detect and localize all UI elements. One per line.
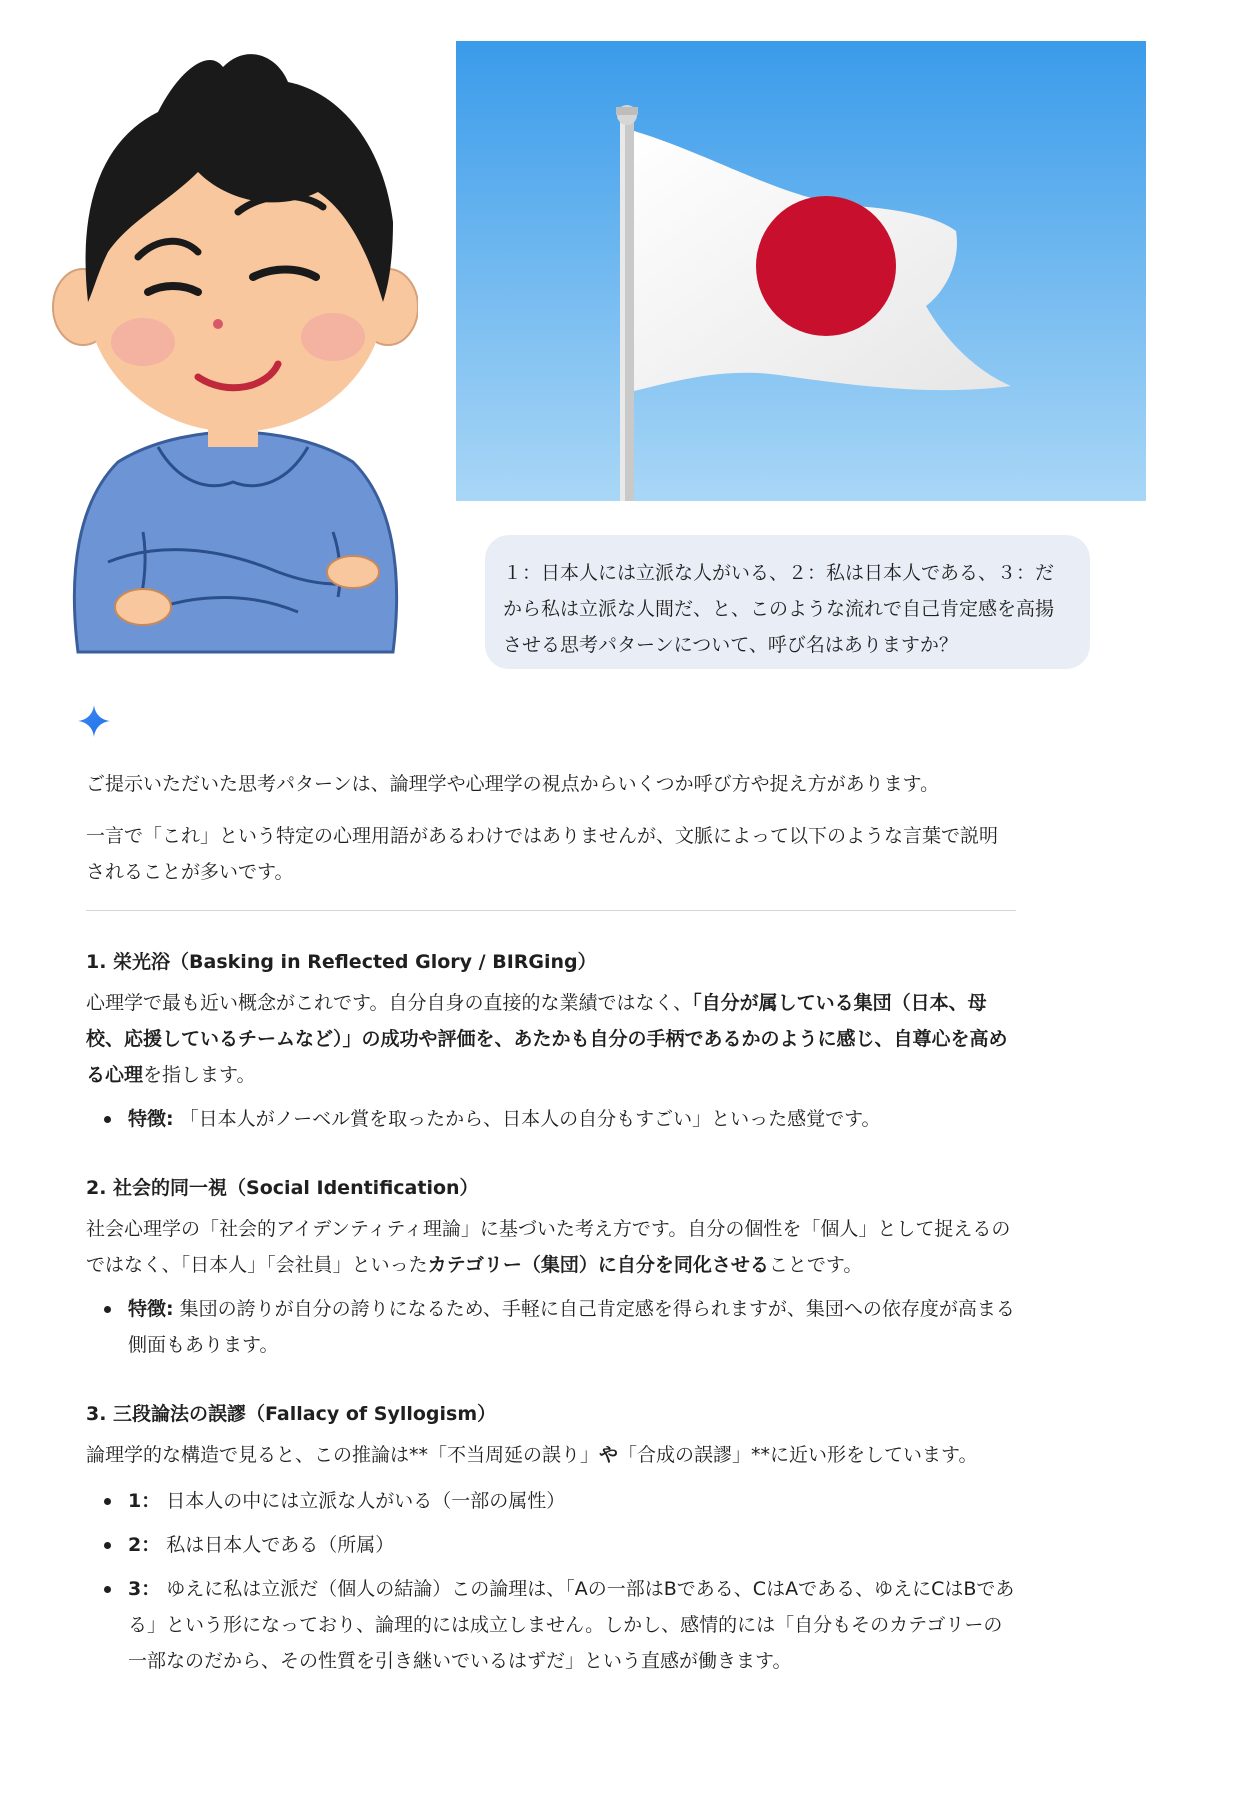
section-2-body	[86, 1211, 1016, 1283]
bullet-text: ゆえに私は立派だ（個人の結論）この論理は、「Aの一部はBである、CはAである、ゆえにCはBである」という形になっており、論理的には成立しません。しかし、感情的には「自分もそのカテゴリーの一部なのだから、その性質を引き継いでいるはずだ」という直感が働きます。	[128, 1578, 1015, 1672]
bullet-text: 私は日本人である（所属）	[160, 1534, 395, 1556]
bullet-label: 特徴:	[128, 1108, 174, 1130]
bullet-label: 3：	[128, 1578, 161, 1600]
bullet-text: 日本人の中には立派な人がいる（一部の属性）	[160, 1490, 566, 1512]
bullet-label: 2：	[128, 1534, 161, 1556]
gemini-sparkle-icon	[78, 705, 110, 737]
section-2-title: 2. 社会的同一視（Social Identification）	[86, 1177, 479, 1199]
list-item	[86, 1571, 1016, 1679]
section-1-body	[86, 985, 1016, 1093]
section-3-body	[86, 1437, 1016, 1473]
section-1-body-bold: 「自分が属している集団（日本、母校、応援しているチームなど）」の成功や評価を、あたかも自分の手柄であるかのように感じ、自尊心を高める心理	[86, 992, 1008, 1086]
japanese-flag-photo	[456, 41, 1146, 501]
section-3-body-text: 論理学的な構造で見ると、この推論は**「不当周延の誤り」	[86, 1444, 600, 1466]
user-message-text: １：日本人には立派な人がいる、２：私は日本人である、３：だから私は立派な人間だ、と、このような流れで自己肯定感を高揚させる思考パターンについて、呼び名はありますか？	[503, 562, 1055, 656]
section-3-title: 3. 三段論法の誤謬（Fallacy of Syllogism）	[86, 1403, 497, 1425]
section-1-body-end: を指します。	[143, 1064, 256, 1086]
bullet-text: 「日本人がノーベル賞を取ったから、日本人の自分もすごい」といった感覚です。	[173, 1108, 881, 1130]
section-1-bullets	[86, 1101, 1016, 1137]
divider	[86, 910, 1016, 911]
list-item	[86, 1527, 1016, 1563]
intro-paragraph-2: 一言で「これ」という特定の心理用語があるわけではありませんが、文脈によって以下のような言葉で説明されることが多いです。	[86, 825, 999, 883]
bullet-label: 特徴:	[128, 1298, 174, 1320]
section-2-body-text: 社会心理学の「社会的アイデンティティ理論」に基づいた考え方です。自分の個性を「個人」として捉えるのではなく、「日本人」「会社員」といった	[86, 1218, 1011, 1276]
bullet-text: 集団の誇りが自分の誇りになるため、手軽に自己肯定感を得られますが、集団への依存度が高まる側面もあります。	[128, 1298, 1015, 1356]
section-2-body-bold: カテゴリー（集団）に自分を同化させる	[427, 1254, 769, 1276]
list-item	[86, 1483, 1016, 1519]
bullet-label: 1：	[128, 1490, 161, 1512]
section-1-body-text: 心理学で最も近い概念がこれです。自分自身の直接的な業績ではなく、	[86, 992, 693, 1014]
response-content	[86, 766, 1016, 1679]
section-2-bullets	[86, 1291, 1016, 1363]
intro-paragraph-1: ご提示いただいた思考パターンは、論理学や心理学の視点からいくつか呼び方や捉え方があります。	[86, 773, 940, 795]
section-3-bullets	[86, 1483, 1016, 1679]
section-2-body-end: ことです。	[768, 1254, 863, 1276]
user-message-bubble	[485, 535, 1090, 669]
section-3-body-bold: や	[599, 1444, 619, 1466]
list-item	[86, 1291, 1016, 1363]
person-arms-crossed-illustration	[48, 52, 418, 670]
list-item	[86, 1101, 1016, 1137]
section-1-title: 1. 栄光浴（Basking in Reflected Glory / BIRGing）	[86, 951, 597, 973]
section-3-body-end: 「合成の誤謬」**に近い形をしています。	[618, 1444, 978, 1466]
